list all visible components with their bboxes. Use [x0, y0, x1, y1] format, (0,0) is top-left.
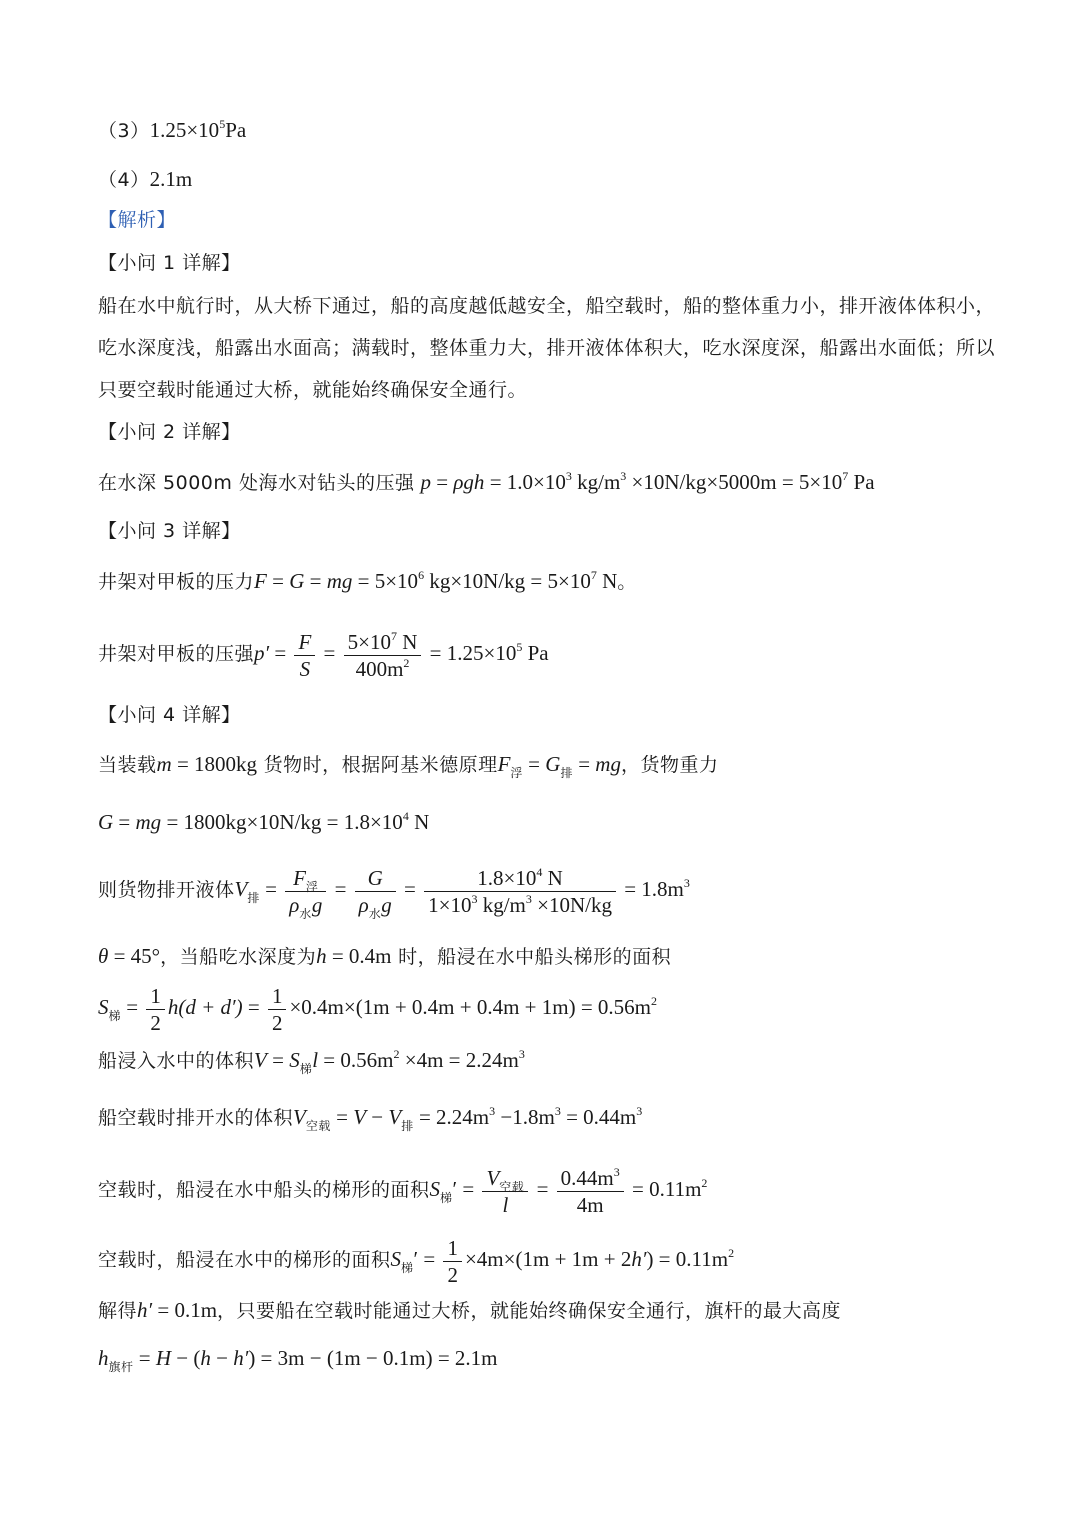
- q4-heading: 【小问 4 详解】: [98, 704, 241, 726]
- fraction-half: $\frac{1}{2}$: [146, 983, 165, 1036]
- q4-line-6: 船浸入水中的体积$V = S_梯l = 0.56m^2 \times 4m = 2.24m^3$: [98, 1047, 525, 1076]
- q4-line-9: 空载时，船浸在水中的梯形的面积$S_梯'$ = $\frac{1}{2}$ $\times 4m\times(1m + 1m + 2h') = 0.11m^2$: [98, 1235, 735, 1287]
- q1-text-line-1: 船在水中航行时，从大桥下通过，船的高度越低越安全，船空载时，船的整体重力小，排开液体体积小，: [98, 295, 996, 317]
- q1-heading: 【小问 1 详解】: [98, 252, 241, 274]
- fraction-buoyancy: $\frac{F_浮}{\rho_水g}$: [285, 865, 326, 918]
- q3-pressure-force: 井架对甲板的压力F = G = mg = $5\times 10^6$ $kg\times 10N/kg = 5\times 10^7$ N。: [98, 568, 637, 593]
- q4-line-7: 船空载时排开水的体积$V_{空载} = V - V_排 = 2.24m^3 -1.8m^3 = 0.44m^3$: [98, 1104, 643, 1133]
- q2-heading: 【小问 2 详解】: [98, 421, 241, 443]
- q4-line-5: $S_梯$ = $\frac{1}{2}$ h(d + d′) = $\frac{1}{2}$ $\times 0.4m\times(1m + 0.4m + 0.4m + 1m) = 0.56m^2$: [98, 983, 658, 1035]
- fraction-half-2: $\frac{1}{2}$: [268, 983, 287, 1036]
- q3-pressure: 井架对甲板的压强p′ = $\frac{F}{S}$ = $\frac{5\times 10^7 N}{400m^2}$ = $1.25\times 10^5$ Pa: [98, 628, 549, 681]
- q2-formula: $p = \rho gh = 1.0\times 10^3$ $kg/m^3 \times 10N/kg\times 5000m = 5\times 10^7$ Pa: [420, 469, 875, 494]
- fraction-half-3: $\frac{1}{2}$: [443, 1235, 462, 1288]
- fraction-numeric: $\frac{1.8\times 10^4 N}{1\times 10^3 kg/m^3 \times 10N/kg}$: [424, 865, 616, 918]
- q2-formula-line: 在水深 5000m 处海水对钻头的压强 $p = \rho gh = 1.0\times 10^3$ $kg/m^3 \times 10N/kg\times 5000m = 5\times 10^7$ Pa: [98, 469, 875, 494]
- analysis-heading: 【解析】: [98, 209, 177, 231]
- answer-3: $(3)1.25\times 10^5Pa$: [98, 117, 247, 142]
- q1-text-line-2: 吃水深度浅，船露出水面高；满载时，整体重力大，排开液体体积大，吃水深度深，船露出水面低；所以: [98, 337, 996, 359]
- answer-4: （4）2.1m: [98, 167, 193, 191]
- q4-line-3: 则货物排开液体$V_排$ = $\frac{F_浮}{\rho_水g}$ = $\frac{G}{\rho_水g}$ = $\frac{1.8\times 10^4 N}{1\times 10^3 kg/m^3 \times 10N/kg}$ = $1.8m^3$: [98, 864, 690, 921]
- q1-text-line-3: 只要空载时能通过大桥，就能始终确保安全通行。: [98, 379, 528, 401]
- fraction-F-over-S: $\frac{F}{S}$: [294, 629, 315, 682]
- q4-line-8: 空载时，船浸在水中船头的梯形的面积$S_梯'$ = $\frac{V_{空载}}{l}$ = $\frac{0.44m^3}{4m}$ = $0.11m^2$: [98, 1164, 708, 1217]
- fraction-weight: $\frac{G}{\rho_水g}$: [355, 865, 396, 918]
- fraction-numeric-2: $\frac{0.44m^3}{4m}$: [557, 1165, 624, 1218]
- q4-line-4: θ = 45°，当船吃水深度为h = 0.4m 时，船浸在水中船头梯形的面积: [98, 944, 672, 968]
- fraction-force-over-area: $\frac{5\times 10^7 N}{400m^2}$: [344, 629, 422, 682]
- q4-line-1: 当装载m = 1800kg 货物时，根据阿基米德原理$F_浮 = G_排$ = mg，货物重力: [98, 752, 719, 780]
- q4-line-2: G = mg = $1800kg\times 10N/kg = 1.8\times 10^4$ N: [98, 809, 430, 834]
- q4-line-11: $h_{旗杆} = H - (h - h') = 3m - (1m - 0.1m) = 2.1m$: [98, 1346, 498, 1374]
- fraction-volume-over-length: $\frac{V_{空载}}{l}$: [482, 1165, 528, 1218]
- q3-heading: 【小问 3 详解】: [98, 520, 241, 542]
- q4-line-10: 解得h′ = 0.1m，只要船在空载时能通过大桥，就能始终确保安全通行，旗杆的最大高度: [98, 1298, 842, 1322]
